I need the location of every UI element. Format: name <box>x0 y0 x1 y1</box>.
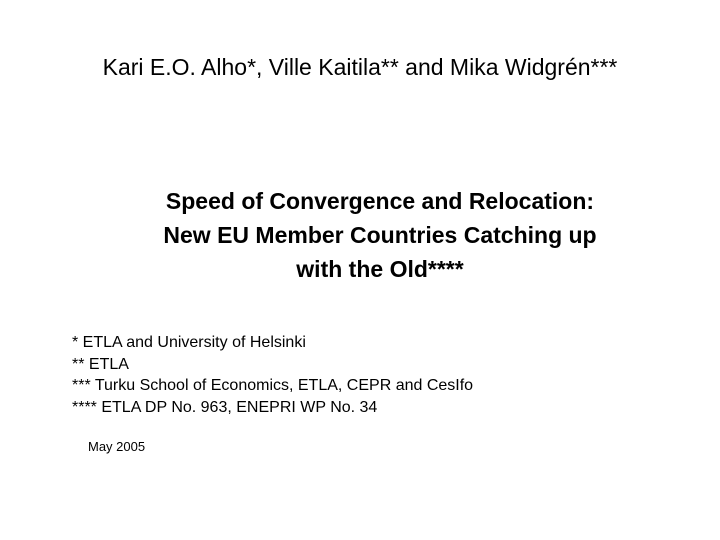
paper-title <box>90 184 670 286</box>
title-line: Speed of Convergence and Relocation: <box>165 188 595 214</box>
affiliation-note: *** Turku School of Economics, ETLA, CEPR and CesIfo <box>72 377 474 394</box>
title-line: with the Old**** <box>296 256 464 282</box>
publication-date: May 2005 <box>88 439 146 454</box>
affiliation-note: ** ETLA <box>72 355 129 373</box>
affiliation-notes <box>72 332 473 418</box>
affiliation-note: * ETLA and University of Helsinki <box>72 334 306 351</box>
affiliation-note: **** ETLA DP No. 963, ENEPRI WP No. 34 <box>72 398 378 416</box>
authors-line: Kari E.O. Alho*, Ville Kaitila** and Mika Widgrén*** <box>102 54 618 80</box>
title-line: New EU Member Countries Catching up <box>163 222 597 248</box>
